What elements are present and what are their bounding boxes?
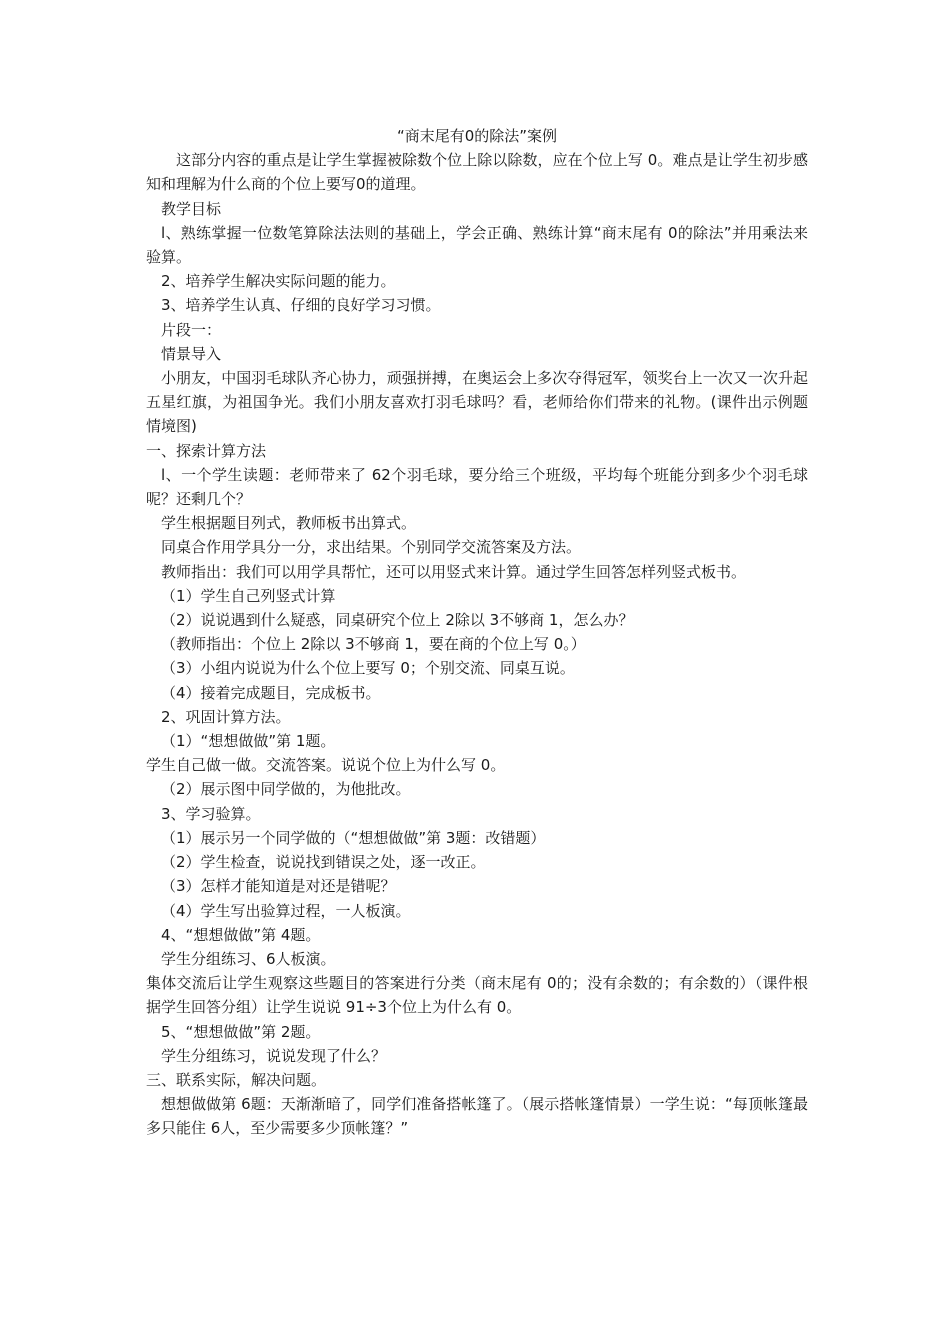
- paragraph: 3、培养学生认真、仔细的良好学习习惯。: [161, 296, 441, 315]
- paragraph: （2）展示图中同学做的，为他批改。: [161, 780, 411, 799]
- paragraph: （1）“想想做做”第 1题。: [161, 732, 336, 751]
- paragraph: 集体交流后让学生观察这些题目的答案进行分类（商末尾有 0的；没有余数的；有余数的）（课件根据学生回答分组）让学生说说 91÷3个位上为什么有 0。: [146, 974, 808, 1017]
- paragraph: 小朋友，中国羽毛球队齐心协力，顽强拼搏，在奥运会上多次夺得冠军，领奖台上一次又一次升起五星红旗，为祖国争光。我们小朋友喜欢打羽毛球吗？看，老师给你们带来的礼物。(课件出示例题情境图): [146, 369, 808, 436]
- paragraph: 学生分组练习，说说发现了什么？: [161, 1046, 387, 1065]
- paragraph: 想想做做第 6题：天渐渐暗了，同学们准备搭帐篷了。（展示搭帐篷情景）一学生说：“每顶帐篷最多只能住 6人，至少需要多少顶帐篷？”: [146, 1095, 808, 1138]
- paragraph: 学生自己做一做。交流答案。说说个位上为什么写 0。: [146, 756, 506, 775]
- paragraph: 学生根据题目列式，教师板书出算式。: [161, 514, 417, 533]
- paragraph: 4、“想想做做”第 4题。: [161, 925, 321, 944]
- paragraph: 5、“想想做做”第 2题。: [161, 1022, 321, 1041]
- document-title: “商末尾有0的除法”案例: [396, 127, 558, 145]
- paragraph: 片段一：: [161, 320, 222, 339]
- paragraph: （4）学生写出验算过程，一人板演。: [161, 901, 411, 920]
- paragraph: （教师指出：个位上 2除以 3不够商 1，要在商的个位上写 0。）: [161, 635, 586, 654]
- paragraph: 情景导入: [161, 344, 222, 363]
- paragraph: 三、联系实际，解决问题。: [146, 1070, 327, 1089]
- paragraph: （4）接着完成题目，完成板书。: [161, 683, 381, 702]
- paragraph: l、一个学生读题：老师带来了 62个羽毛球，要分给三个班级，平均每个班能分到多少个羽毛球呢？还剩几个？: [146, 465, 808, 509]
- paragraph: 教学目标: [161, 199, 222, 218]
- paragraph: （3）怎样才能知道是对还是错呢？: [161, 877, 396, 896]
- paragraph: 学生分组练习、6人板演。: [161, 949, 336, 968]
- paragraph: 这部分内容的重点是让学生掌握被除数个位上除以除数，应在个位上写 0。难点是让学生初步感知和理解为什么商的个位上要写0的道理。: [146, 151, 808, 194]
- paragraph: 教师指出：我们可以用学具帮忙，还可以用竖式来计算。通过学生回答怎样列竖式板书。: [161, 562, 747, 581]
- paragraph: l、熟练掌握一位数笔算除法法则的基础上，学会正确、熟练计算“商末尾有 0的除法”并用乘法来验算。: [146, 223, 808, 267]
- paragraph: （2）学生检查，说说找到错误之处，逐一改正。: [161, 853, 486, 872]
- paragraph: （1）学生自己列竖式计算: [161, 586, 336, 605]
- paragraph: 同桌合作用学具分一分，求出结果。个别同学交流答案及方法。: [161, 538, 582, 557]
- paragraph: （3）小组内说说为什么个位上要写 0；个别交流、同桌互说。: [161, 659, 575, 678]
- paragraph: 2、培养学生解决实际问题的能力。: [161, 272, 396, 291]
- document-page: [146, 124, 808, 1141]
- paragraph: （1）展示另一个同学做的（“想想做做”第 3题：改错题）: [161, 828, 546, 847]
- paragraph: 2、巩固计算方法。: [161, 707, 291, 726]
- document-body: [146, 148, 808, 1140]
- paragraph: 一、探索计算方法: [146, 441, 267, 460]
- paragraph: 3、学习验算。: [161, 804, 261, 823]
- paragraph: （2）说说遇到什么疑惑，同桌研究个位上 2除以 3不够商 1，怎么办？: [161, 611, 634, 630]
